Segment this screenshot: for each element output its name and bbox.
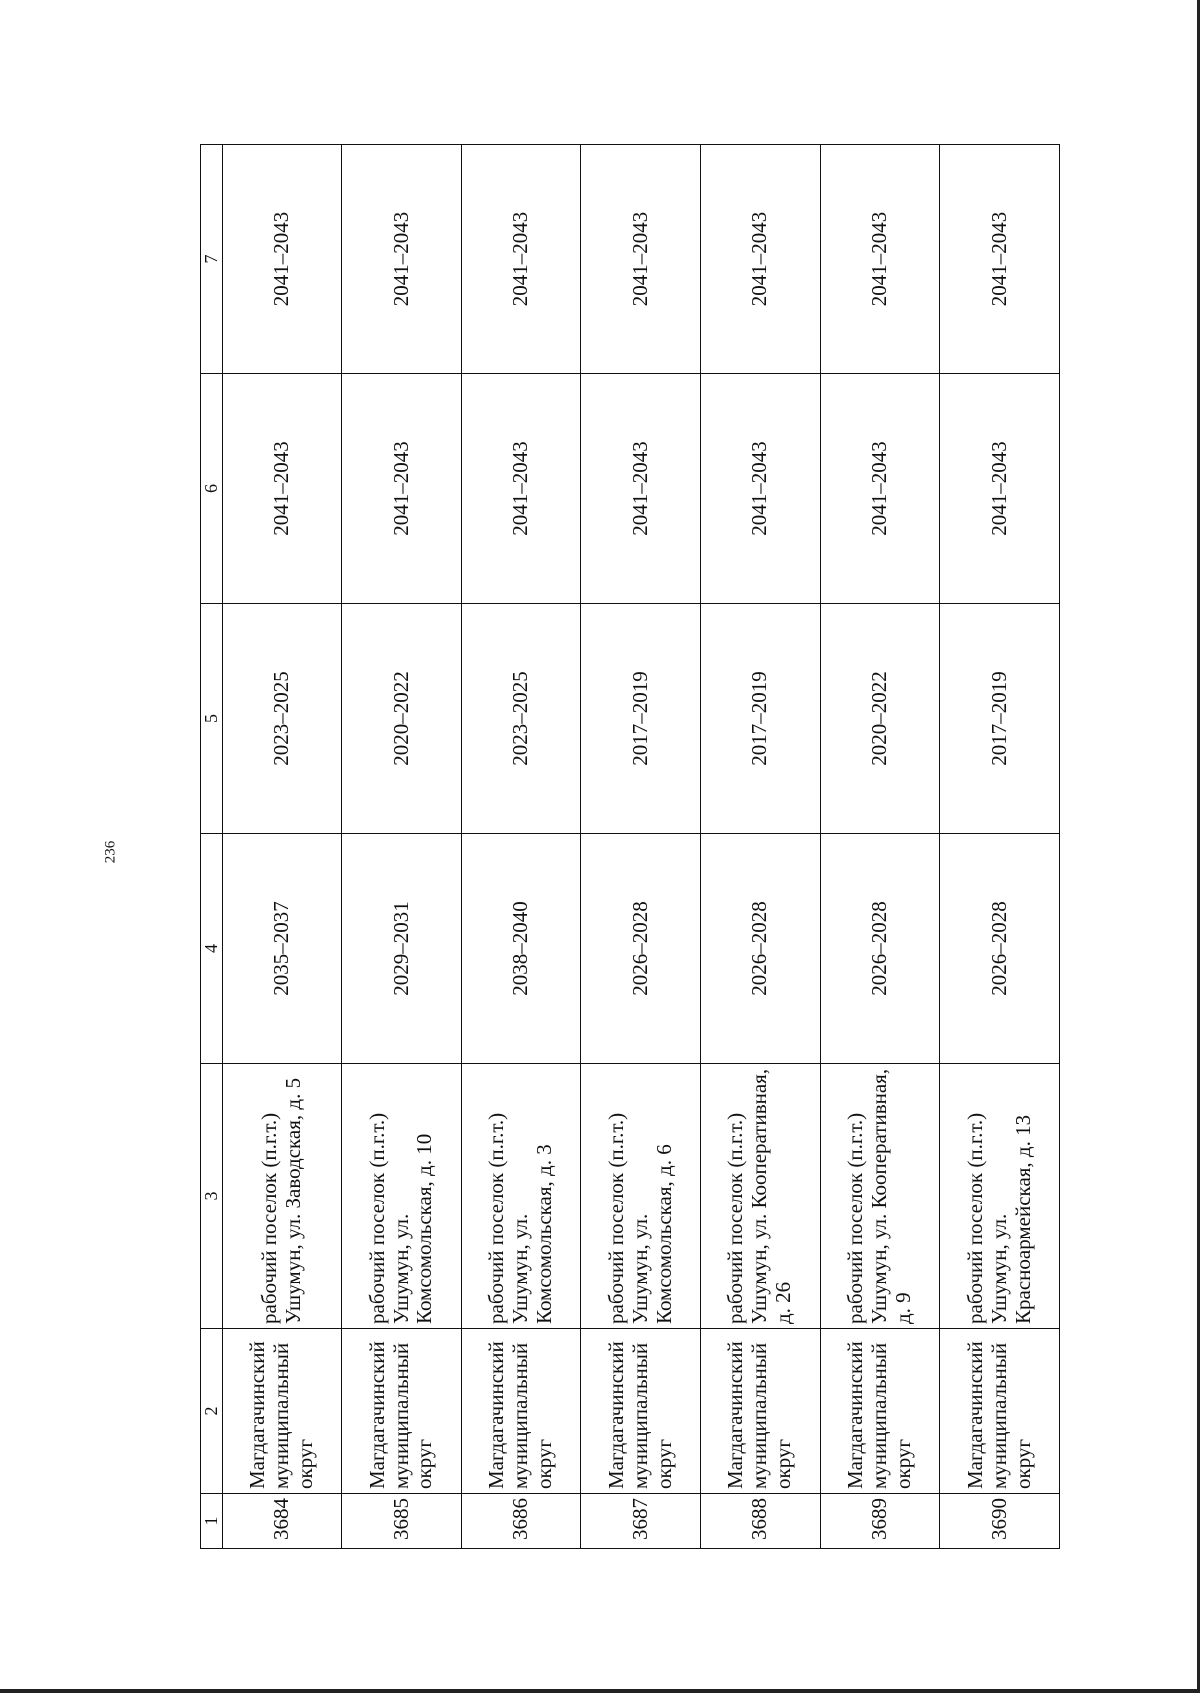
period-column-4-cell: 2026–2028: [820, 834, 940, 1064]
row-number-cell: 3688: [701, 1494, 821, 1549]
period-column-4-cell: 2026–2028: [581, 834, 701, 1064]
period-column-4-cell: 2029–2031: [342, 834, 462, 1064]
building-address-cell: рабочий поселок (п.г.т.) Ушумун, ул. Комсомольская, д. 3: [461, 1064, 581, 1329]
column-header: 7: [201, 145, 223, 374]
period-column-7-cell: 2041–2043: [701, 145, 821, 374]
table-row: [461, 145, 581, 1549]
period-column-6-cell: 2041–2043: [701, 374, 821, 604]
building-address-cell: рабочий поселок (п.г.т.) Ушумун, ул. Заводская, д. 5: [222, 1064, 342, 1329]
building-address-cell: рабочий поселок (п.г.т.) Ушумун, ул. Кооперативная, д. 26: [701, 1064, 821, 1329]
period-column-5-cell: 2017–2019: [940, 604, 1060, 834]
row-number-cell: 3687: [581, 1494, 701, 1549]
period-column-5-cell: 2017–2019: [701, 604, 821, 834]
municipal-district-cell: Магдагачинский муниципальный округ: [581, 1329, 701, 1494]
period-column-5-cell: 2020–2022: [820, 604, 940, 834]
column-header: 4: [201, 834, 223, 1064]
period-column-4-cell: 2038–2040: [461, 834, 581, 1064]
table-row: [342, 145, 462, 1549]
building-address-cell: рабочий поселок (п.г.т.) Ушумун, ул. Кооперативная, д. 9: [820, 1064, 940, 1329]
table-row: [820, 145, 940, 1549]
period-column-4-cell: 2026–2028: [701, 834, 821, 1064]
period-column-6-cell: 2041–2043: [461, 374, 581, 604]
period-column-5-cell: 2023–2025: [222, 604, 342, 834]
table-row: [701, 145, 821, 1549]
period-column-5-cell: 2023–2025: [461, 604, 581, 834]
building-address-cell: рабочий поселок (п.г.т.) Ушумун, ул. Комсомольская, д. 6: [581, 1064, 701, 1329]
period-column-5-cell: 2020–2022: [342, 604, 462, 834]
period-column-4-cell: 2026–2028: [940, 834, 1060, 1064]
period-column-6-cell: 2041–2043: [940, 374, 1060, 604]
row-number-cell: 3689: [820, 1494, 940, 1549]
period-column-7-cell: 2041–2043: [342, 145, 462, 374]
column-number-row: [201, 145, 223, 1549]
row-number-cell: 3684: [222, 1494, 342, 1549]
municipal-district-cell: Магдагачинский муниципальный округ: [820, 1329, 940, 1494]
period-column-7-cell: 2041–2043: [222, 145, 342, 374]
rotated-table-container: [200, 145, 1060, 1549]
row-number-cell: 3685: [342, 1494, 462, 1549]
building-address-cell: рабочий поселок (п.г.т.) Ушумун, ул. Красноармейская, д. 13: [940, 1064, 1060, 1329]
period-column-7-cell: 2041–2043: [461, 145, 581, 374]
period-column-7-cell: 2041–2043: [581, 145, 701, 374]
column-header: 3: [201, 1064, 223, 1329]
column-header: 2: [201, 1329, 223, 1494]
period-column-6-cell: 2041–2043: [222, 374, 342, 604]
row-number-cell: 3690: [940, 1494, 1060, 1549]
municipal-district-cell: Магдагачинский муниципальный округ: [342, 1329, 462, 1494]
period-column-4-cell: 2035–2037: [222, 834, 342, 1064]
period-column-6-cell: 2041–2043: [581, 374, 701, 604]
municipal-district-cell: Магдагачинский муниципальный округ: [222, 1329, 342, 1494]
table-row: [222, 145, 342, 1549]
building-address-cell: рабочий поселок (п.г.т.) Ушумун, ул. Комсомольская, д. 10: [342, 1064, 462, 1329]
period-column-6-cell: 2041–2043: [342, 374, 462, 604]
column-header: 6: [201, 374, 223, 604]
table-row: [940, 145, 1060, 1549]
municipal-district-cell: Магдагачинский муниципальный округ: [940, 1329, 1060, 1494]
housing-register-table: [200, 144, 1060, 1549]
column-header: 5: [201, 604, 223, 834]
page-number-text: 236: [102, 840, 119, 864]
period-column-7-cell: 2041–2043: [820, 145, 940, 374]
period-column-6-cell: 2041–2043: [820, 374, 940, 604]
row-number-cell: 3686: [461, 1494, 581, 1549]
municipal-district-cell: Магдагачинский муниципальный округ: [461, 1329, 581, 1494]
municipal-district-cell: Магдагачинский муниципальный округ: [701, 1329, 821, 1494]
scan-edge-bottom: [0, 1689, 1200, 1693]
period-column-7-cell: 2041–2043: [940, 145, 1060, 374]
table-row: [581, 145, 701, 1549]
column-header: 1: [201, 1494, 223, 1549]
period-column-5-cell: 2017–2019: [581, 604, 701, 834]
